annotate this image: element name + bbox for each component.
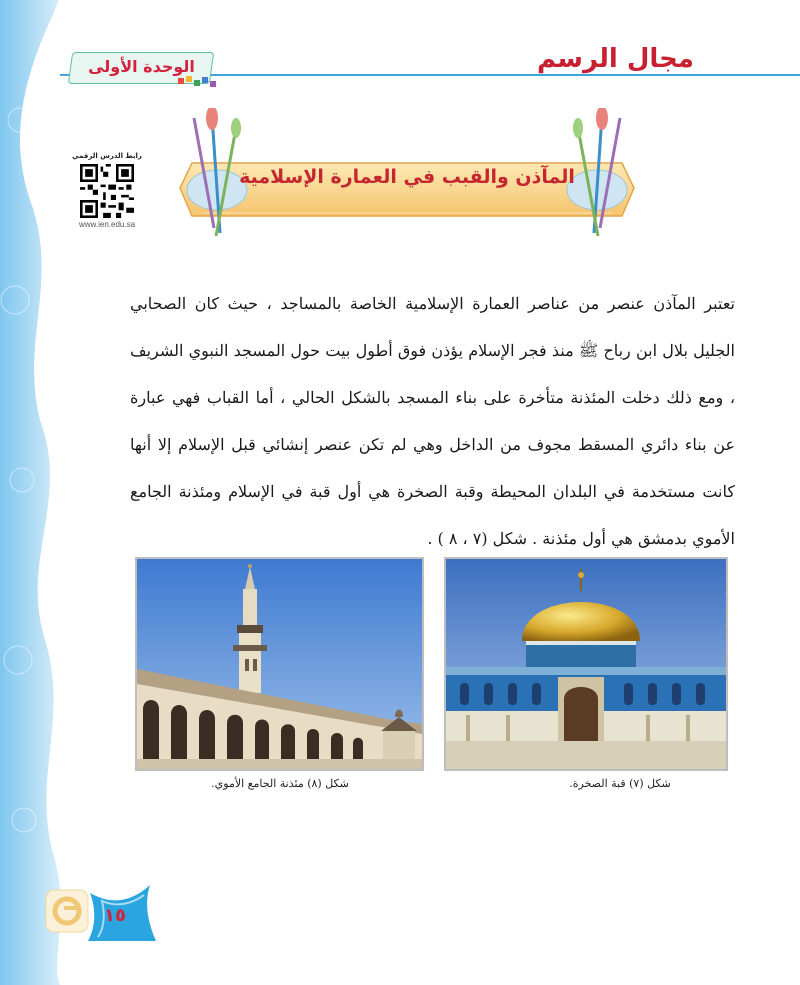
publisher-logo-icon <box>42 886 92 936</box>
color-dots-icon <box>178 74 218 90</box>
qr-block[interactable] <box>72 152 142 229</box>
qr-caption: رابط الدرس الرقمي <box>72 152 142 160</box>
field-title: مجال الرسم <box>536 44 694 74</box>
unit-tag <box>70 48 220 88</box>
decorative-wave-border <box>0 0 130 985</box>
figure-7-caption: شكل (٧) قبة الصخرة. <box>569 777 671 790</box>
lesson-paragraph: تعتبر المآذن عنصر من عناصر العمارة الإسلامية الخاصة بالمساجد ، حيث كان الصحابي الجليل بلال ابن رباح ﷺ منذ فجر الإسلام يؤذن فوق أطول بيت حول المسجد النبوي الشريف ، ومع ذلك دخلت المئذنة متأخرة على بناء المسجد بالشكل الحالي ، أما القباب فهي عبارة عن بناء دائري المسقط مجوف من الداخل وهي لم تكن عنصر إنشائي قبل الإسلام إلا أنها كانت مستخدمة في البلدان المحيطة وقبة الصخرة هي أول قبة في الإسلام ومئذنة الجامع الأموي بدمشق هي أول مئذنة . شكل (٧ ، ٨ ) . <box>130 294 735 548</box>
dome-of-the-rock-photo <box>444 557 728 771</box>
unit-label: الوحدة الأولى <box>88 57 195 76</box>
umayyad-minaret-photo <box>135 557 424 771</box>
page-number-badge <box>88 883 158 943</box>
figure-8-caption: شكل (٨) مئذنة الجامع الأموي. <box>211 777 349 790</box>
page-number: ١٥ <box>104 905 126 926</box>
qr-code-icon[interactable] <box>80 164 134 218</box>
lesson-title: المآذن والقبب في العمارة الإسلامية <box>239 166 575 188</box>
qr-url[interactable]: www.ien.edu.sa <box>78 220 136 229</box>
lesson-title-banner <box>172 108 642 248</box>
